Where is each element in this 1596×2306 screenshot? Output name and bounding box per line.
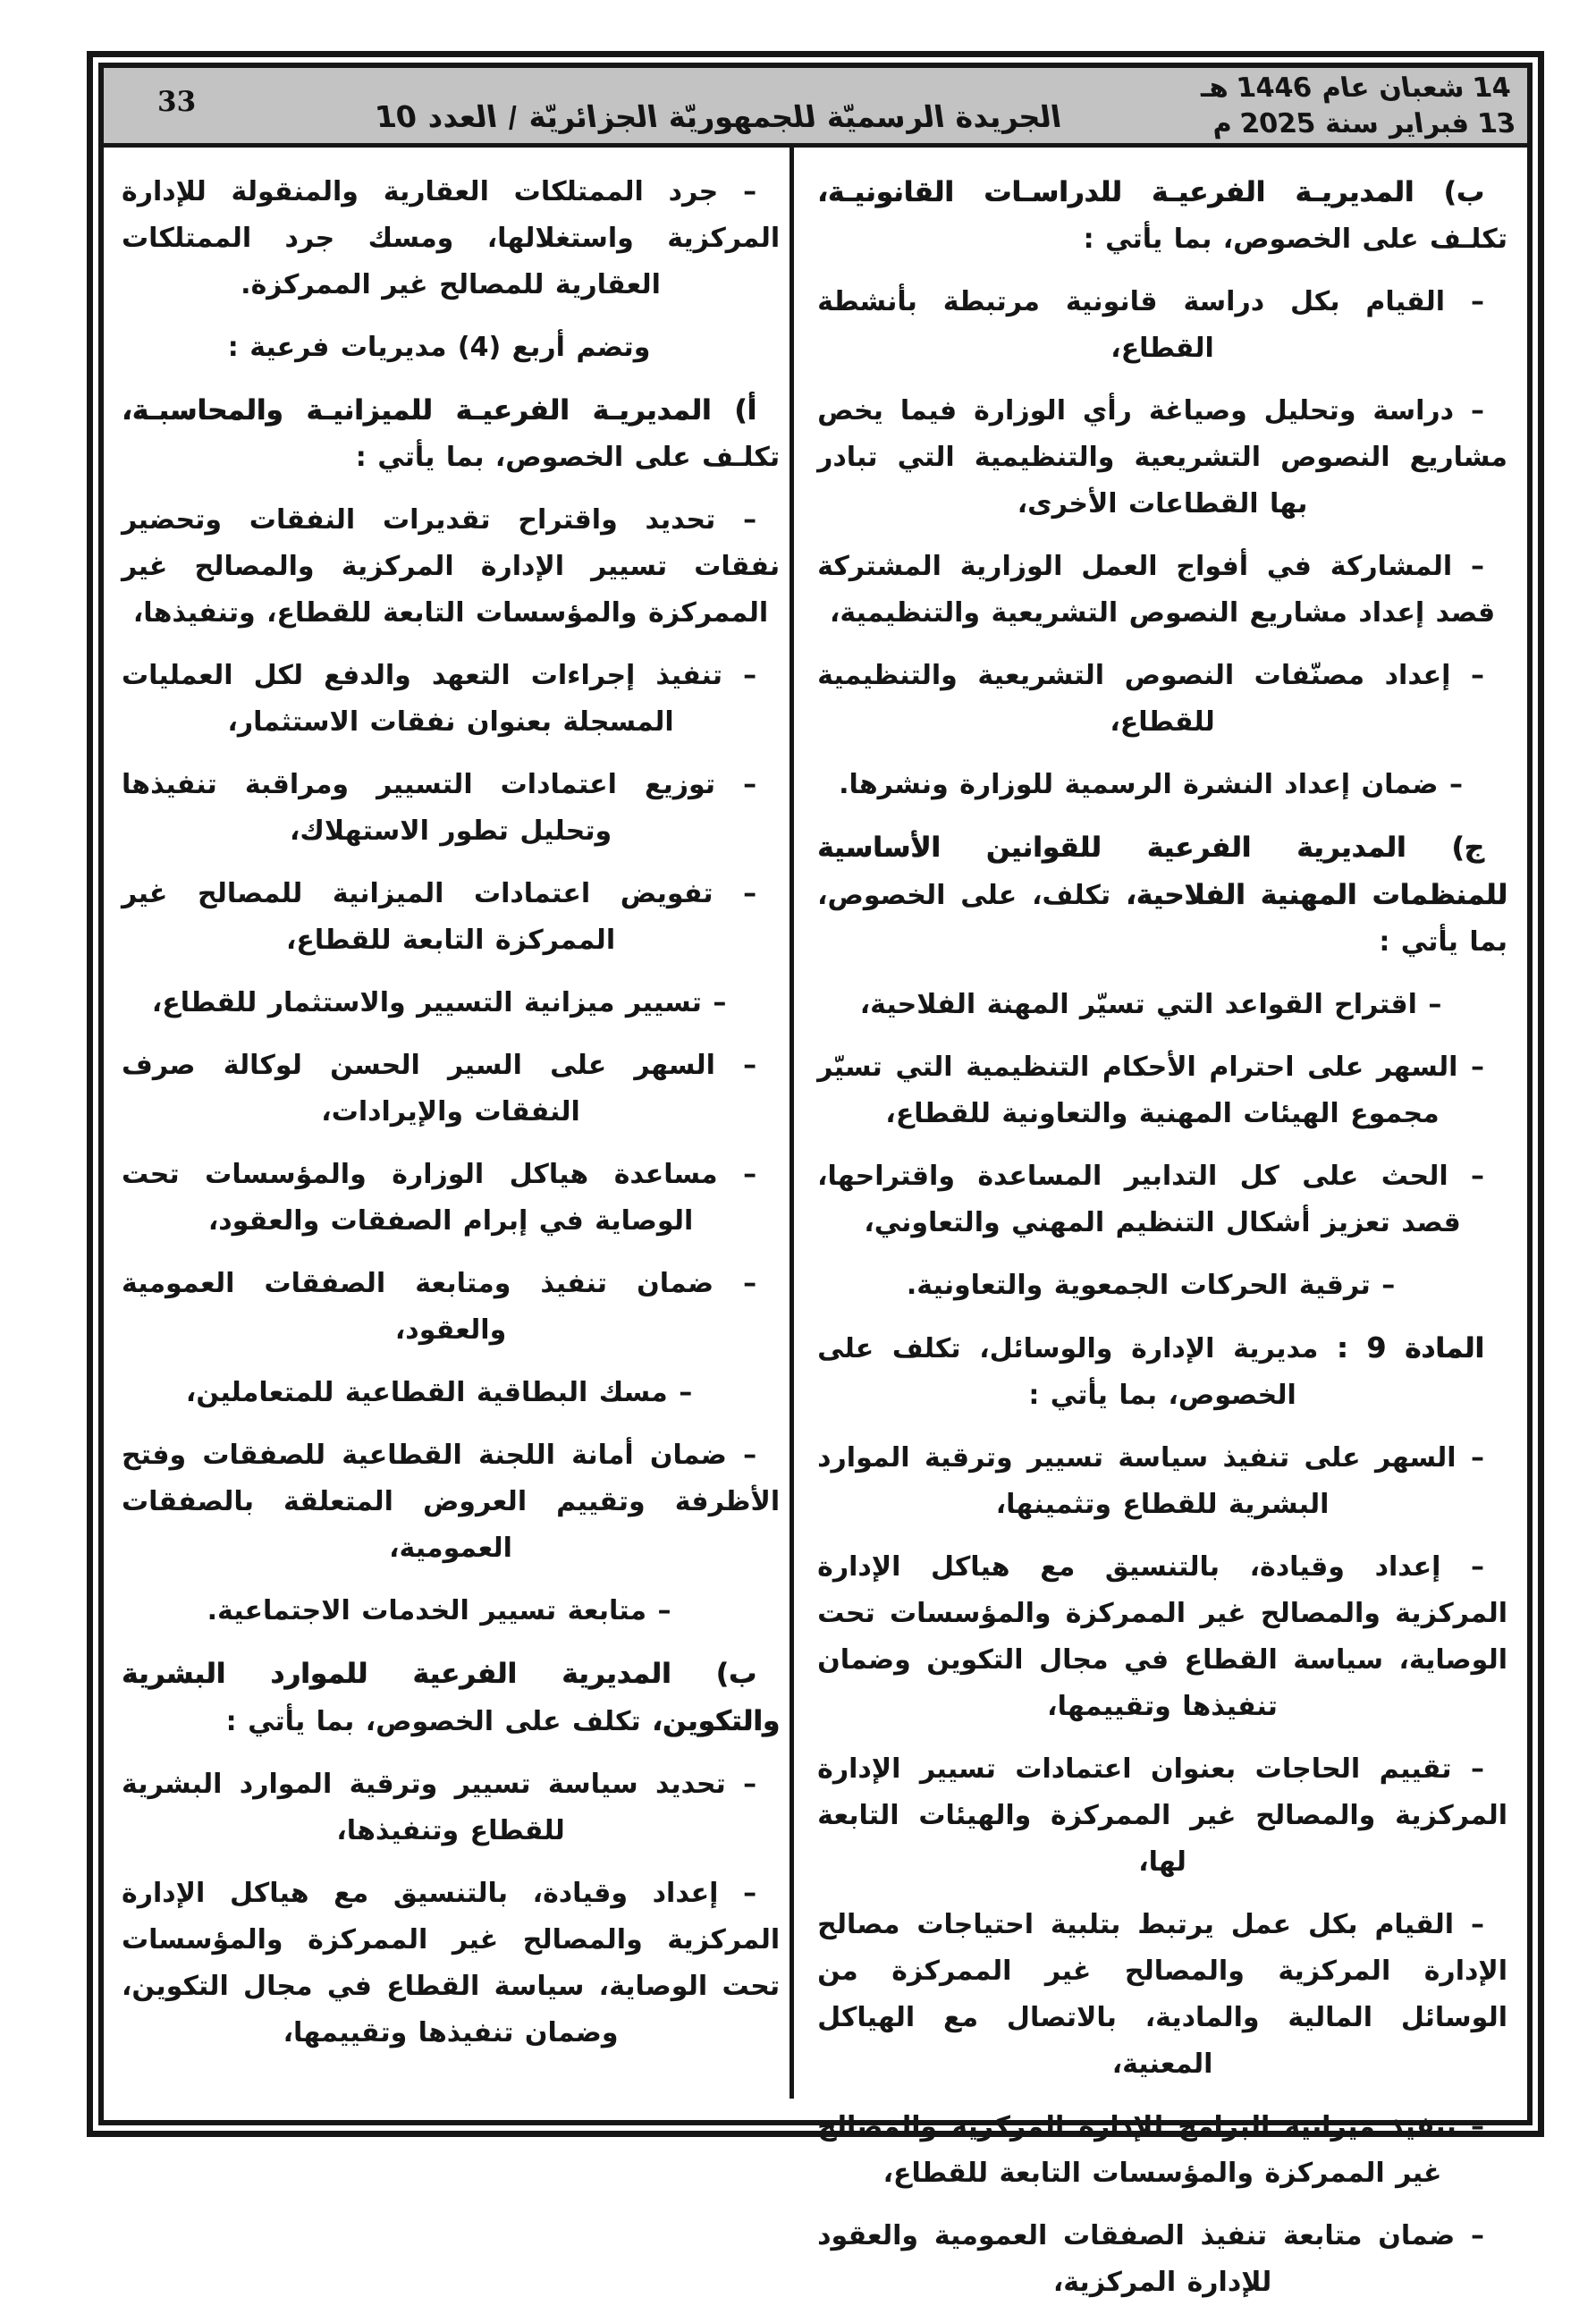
list-item: – مساعدة هياكل الوزارة والمؤسسات تحت الوصاية في إبرام الصفقات والعقود،: [122, 1159, 757, 1237]
column-left: [104, 164, 794, 2120]
list-item: – توزيع اعتمادات التسيير ومراقبة تنفيذها وتحليل تطور الاستهلاك،: [122, 769, 757, 847]
list-item: – تحديد سياسة تسيير وترقية الموارد البشرية للقطاع وتنفيذها،: [122, 1769, 757, 1846]
list-item: – تقييم الحاجات بعنوان اعتمادات تسيير الإدارة المركزية والمصالح غير الممركزة والهيئات التابعة لها،: [817, 1753, 1507, 1878]
article-heading: المادة 9 : مديرية الإدارة والوسائل، تكلف على الخصوص، بما يأتي :: [817, 1332, 1484, 1411]
subsection-heading: ب) المديريـة الفرعيـة للدراسـات القانونيـة، تكلـف على الخصوص، بما يأتي :: [817, 176, 1507, 255]
list-item: – مسك البطاقية القطاعية للمتعاملين،: [185, 1377, 693, 1408]
list-item: – تنفيذ إجراءات التعهد والدفع لكل العمليات المسجلة بعنوان نفقات الاستثمار،: [122, 660, 757, 738]
date-gregorian: 13 فبراير سنة 2025 م: [1209, 108, 1518, 139]
list-item: – تنفيذ ميزانية البرامج للإدارة المركزية والمصالح غير الممركزة والمؤسسات التابعة للقطاع،: [817, 2111, 1484, 2189]
page-number: 33: [157, 86, 197, 118]
list-item: – ضمان أمانة اللجنة القطاعية للصفقات وفتح الأظرفة وتقييم العروض المتعلقة بالصفقات العمومية،: [122, 1440, 781, 1564]
column-divider: [790, 148, 794, 2099]
bold-lead: ب) المديريـة الفرعيـة للدراسـات القانونيـة،: [817, 176, 1484, 208]
list-item: – اقتراح القواعد التي تسيّر المهنة الفلاحية،: [859, 989, 1442, 1020]
list-item: – دراسة وتحليل وصياغة رأي الوزارة فيما يخص مشاريع النصوص التشريعية والتنظيمية التي تبادر بها القطاعات الأخرى،: [817, 395, 1507, 519]
masthead: [104, 68, 1527, 148]
list-item: – تفويض اعتمادات الميزانية للمصالح غير الممركزة التابعة للقطاع،: [122, 878, 757, 956]
list-item: – جرد الممتلكات العقارية والمنقولة للإدارة المركزية واستغلالها، ومسك جرد الممتلكات العقارية للمصالح غير الممركزة.: [122, 176, 781, 300]
issue-dates: [1177, 68, 1533, 143]
bold-lead: المادة 9 :: [1337, 1332, 1484, 1364]
list-item: – إعداد وقيادة، بالتنسيق مع هياكل الإدارة المركزية والمصالح غير الممركزة والمؤسسات تحت الوصاية، سياسة القطاع في مجال التكوين وضمان تنفيذها وتقييمها،: [817, 1551, 1507, 1722]
list-item: – ضمان إعداد النشرة الرسمية للوزارة ونشرها.: [839, 769, 1463, 800]
intro-line: وتضم أربع (4) مديريات فرعية :: [227, 332, 651, 363]
bold-lead: ج) المديرية الفرعية للقوانين الأساسية للمنظمات المهنية الفلاحية،: [817, 832, 1508, 911]
list-item: – متابعة تسيير الخدمات الاجتماعية.: [207, 1595, 671, 1626]
list-item: – إعداد وقيادة، بالتنسيق مع هياكل الإدارة المركزية والمصالح غير الممركزة والمؤسسات تحت الوصاية، سياسة القطاع في مجال التكوين، وضمان تنفيذها وتقييمها،: [122, 1878, 781, 2048]
date-hijri: 14 شعبان عام 1446 هـ: [1197, 72, 1513, 104]
list-item: – الحث على كل التدابير المساعدة واقتراحها، قصد تعزيز أشكال التنظيم المهني والتعاوني،: [817, 1161, 1484, 1238]
subsection-heading: ب) المديرية الفرعية للموارد البشرية والتكوين، تكلف على الخصوص، بما يأتي :: [122, 1658, 781, 1737]
subsection-heading: أ) المديريـة الفرعيـة للميزانيـة والمحاسبـة، تكلـف على الخصوص، بما يأتي :: [122, 394, 781, 473]
list-item: – تحديد واقتراح تقديرات النفقات وتحضير نفقات تسيير الإدارة المركزية والمصالح غير الممركزة والمؤسسات التابعة للقطاع، وتنفيذها،: [122, 504, 781, 629]
bold-lead: أ) المديريـة الفرعيـة للميزانيـة والمحاسبـة،: [122, 394, 757, 427]
list-item: – السهر على تنفيذ سياسة تسيير وترقية الموارد البشرية للقطاع وتثمينها،: [817, 1442, 1484, 1520]
list-item: – ضمان متابعة تنفيذ الصفقات العمومية والعقود للإدارة المركزية،: [817, 2220, 1484, 2298]
list-item: – القيام بكل عمل يرتبط بتلبية احتياجات مصالح الإدارة المركزية والمصالح غير الممركزة من الوسائل المالية والمادية، بالاتصال مع الهياكل المعنية،: [817, 1909, 1507, 2080]
gazette-title: الجريدة الرسميّة للجمهوريّة الجزائريّة / العدد 10: [373, 99, 1064, 134]
page-body: [104, 148, 1527, 2298]
list-item: – ترقية الحركات الجمعوية والتعاونية.: [906, 1270, 1396, 1301]
list-item: – السهر على احترام الأحكام التنظيمية التي تسيّر مجموع الهيئات المهنية والتعاونية للقطاع،: [817, 1052, 1484, 1129]
list-item: – القيام بكل دراسة قانونية مرتبطة بأنشطة القطاع،: [817, 286, 1484, 364]
list-item: – تسيير ميزانية التسيير والاستثمار للقطاع،: [151, 987, 727, 1018]
list-item: – المشاركة في أفواج العمل الوزارية المشتركة قصد إعداد مشاريع النصوص التشريعية والتنظيمية،: [817, 551, 1496, 629]
column-right: [794, 164, 1527, 2298]
bold-lead: ب) المديرية الفرعية للموارد البشرية والتكوين،: [122, 1658, 781, 1737]
subsection-heading: ج) المديرية الفرعية للقوانين الأساسية للمنظمات المهنية الفلاحية، تكلف، على الخصوص، بما يأتي :: [817, 832, 1508, 958]
list-item: – ضمان تنفيذ ومتابعة الصفقات العمومية والعقود،: [122, 1268, 757, 1346]
page-border-outer: [87, 51, 1544, 2298]
list-item: – إعداد مصنّفات النصوص التشريعية والتنظيمية للقطاع،: [817, 660, 1484, 738]
page-border-inner: [98, 63, 1533, 2298]
list-item: – السهر على السير الحسن لوكالة صرف النفقات والإيرادات،: [122, 1050, 757, 1128]
